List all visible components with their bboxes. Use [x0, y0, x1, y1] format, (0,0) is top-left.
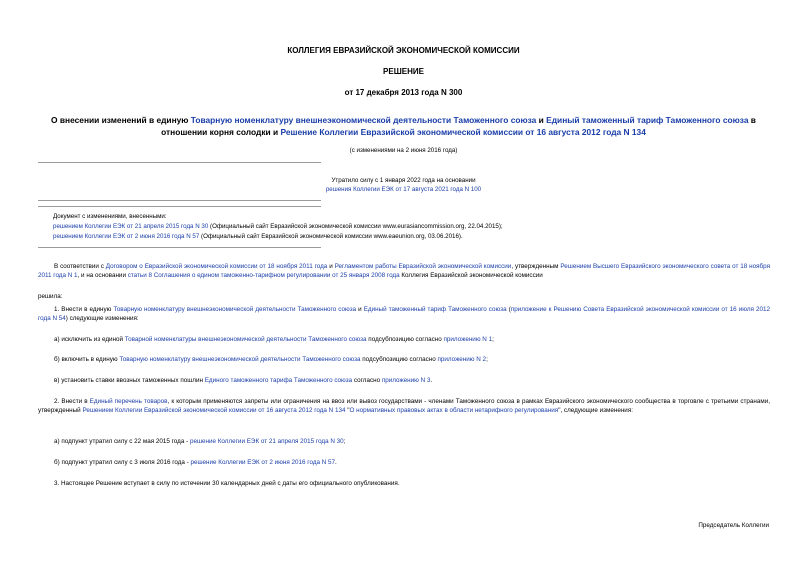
- preamble-text: В соответствии с: [54, 263, 106, 270]
- link-decision-134[interactable]: Решением Коллегии Евразийской экономической комиссии от 16 августа 2012 года N 134: [82, 407, 346, 415]
- title-link-decision-134[interactable]: Решение Коллегии Евразийской экономической комиссии от 16 августа 2012 года N 134: [280, 127, 646, 137]
- clause-text: подсубпозицию согласно: [366, 336, 444, 343]
- title-text: О внесении изменений в единую: [51, 115, 191, 125]
- link-unified-list[interactable]: Единый перечень товаров: [89, 398, 168, 405]
- link-tariff[interactable]: Единый таможенный тариф Таможенного союза: [363, 306, 507, 313]
- link-tariff[interactable]: Единого таможенного тарифа Таможенного союза: [204, 377, 353, 384]
- link-appendix-2[interactable]: приложению N 2: [437, 356, 487, 363]
- clause-text: ;: [343, 438, 346, 445]
- clause-text: ;: [486, 356, 488, 363]
- clause-text: (: [506, 306, 511, 313]
- link-tnved[interactable]: Товарной номенклатуры внешнеэкономической деятельности Таможенного союза: [124, 336, 367, 343]
- clause-text: б) включить в единую: [54, 356, 120, 363]
- expired-link[interactable]: решения Коллегии ЕЭК от 17 августа 2021 года N 100: [325, 186, 482, 193]
- divider: [38, 206, 321, 207]
- link-article-8[interactable]: статьи 8 Соглашения о едином таможенно-тарифном регулировании от 25 января 2008 года: [127, 272, 400, 280]
- clause-text: .: [430, 377, 433, 384]
- expired-notice: Утратило силу с 1 января 2022 года на основании: [331, 177, 476, 184]
- link-council-decision-54[interactable]: приложение к Решению Совета Евразийской экономической комиссии от 16 июля 2012 года N 54: [38, 306, 770, 323]
- clause-text: 2. Внести в: [54, 398, 90, 405]
- clause-text: а) подпункт утратил силу с 22 мая 2015 года -: [54, 438, 190, 445]
- preamble-text: и: [327, 263, 335, 270]
- title-link-tariff[interactable]: Единый таможенный тариф Таможенного союза: [546, 115, 749, 125]
- clause-text: 1. Внести в единую: [54, 306, 114, 313]
- clause-1c: [54, 376, 770, 385]
- signature: Председатель Коллегии: [698, 522, 769, 529]
- clause-text: ;: [492, 336, 494, 343]
- changes-note: (с изменениями на 2 июня 2016 года): [349, 147, 458, 154]
- title-text: в отношении корня солодки и: [161, 115, 756, 137]
- clause-1b: [54, 355, 770, 364]
- clause-2: [38, 397, 770, 415]
- divider: [38, 247, 321, 248]
- clause-text: ) следующие изменения:: [65, 315, 139, 323]
- clause-text: .: [335, 459, 337, 466]
- clause-text: согласно: [352, 377, 382, 384]
- clause-text: а) исключить из единой: [54, 336, 125, 343]
- amendment-text: (Официальный сайт Евразийской экономической комиссии www.eaeunion.org, 03.06.2016).: [199, 233, 463, 240]
- title-link-tnved[interactable]: Товарную номенклатуру внешнеэкономической деятельности Таможенного союза: [190, 115, 537, 125]
- amendment-link[interactable]: решением Коллегии ЕЭК от 2 июня 2016 года N 57: [53, 233, 200, 240]
- clause-text: и: [356, 306, 364, 313]
- amendment-item: [53, 222, 503, 231]
- document-type: РЕШЕНИЕ: [383, 67, 424, 76]
- clause-text: в) установить ставки ввозных таможенных пошлин: [54, 377, 205, 384]
- amendment-text: (Официальный сайт Евразийской экономической комиссии www.eurasiancommission.org, 22.04.2015);: [208, 223, 503, 230]
- divider: [38, 200, 321, 201]
- amendment-item: [53, 232, 463, 241]
- clause-text: ": [345, 407, 350, 415]
- clause-1: [38, 305, 770, 323]
- preamble-text: , и на основании: [77, 272, 128, 280]
- clause-text: ", следующие изменения:: [558, 407, 633, 415]
- link-decision-30[interactable]: решение Коллегии ЕЭК от 21 апреля 2015 года N 30: [189, 438, 344, 445]
- preamble: [38, 262, 770, 280]
- document-title: [40, 114, 767, 138]
- link-tnved[interactable]: Товарную номенклатуру внешнеэкономической деятельности Таможенного союза: [113, 306, 357, 313]
- link-nontariff-acts[interactable]: О нормативных правовых актах в области нетарифного регулирования: [349, 407, 559, 415]
- link-appendix-3[interactable]: приложению N 3: [381, 377, 431, 384]
- link-tnved[interactable]: Товарную номенклатуру внешнеэкономической деятельности Таможенного союза: [119, 356, 361, 363]
- clause-3: 3. Настоящее Решение вступает в силу по истечении 30 календарных дней с даты его официального опубликования.: [54, 480, 400, 487]
- amendments-heading: Документ с изменениями, внесенными:: [53, 213, 167, 220]
- link-decision-57[interactable]: решение Коллегии ЕЭК от 2 июня 2016 года N 57: [190, 459, 336, 466]
- clause-2a: [54, 437, 770, 446]
- issuing-body: КОЛЛЕГИЯ ЕВРАЗИЙСКОЙ ЭКОНОМИЧЕСКОЙ КОМИССИИ: [287, 46, 520, 55]
- title-text: и: [536, 115, 547, 125]
- expired-link-line: [0, 185, 807, 194]
- preamble-text: Коллегия Евразийской экономической комиссии: [399, 272, 543, 280]
- clause-text: б) подпункт утратил силу с 3 июля 2016 года -: [54, 459, 191, 466]
- amendment-link[interactable]: решением Коллегии ЕЭК от 21 апреля 2015 года N 30: [53, 223, 209, 230]
- resolved-label: решила:: [38, 293, 63, 300]
- link-treaty-eec[interactable]: Договором о Евразийской экономической комиссии от 18 ноября 2011 года: [105, 263, 328, 270]
- document-date: от 17 декабря 2013 года N 300: [344, 88, 463, 97]
- link-regulations[interactable]: Регламентом работы Евразийской экономической комиссии: [334, 263, 512, 270]
- preamble-text: , утвержденным: [511, 263, 561, 270]
- link-decision-1[interactable]: Решением Высшего Евразийского экономического совета от 18 ноября 2011 года N 1: [38, 263, 771, 280]
- clause-1a: [54, 335, 770, 344]
- clause-text: подсубпозицию согласно: [360, 356, 438, 363]
- clause-2b: [54, 458, 770, 467]
- divider: [38, 162, 321, 163]
- link-appendix-1[interactable]: приложению N 1: [443, 336, 493, 343]
- clause-text: , к которым применяются запреты или ограничения на ввоз или вывоз государствами - членами Таможенного союза в рамках Евразийского экономического сообщества в торговле с третьими странами, утвержденный: [38, 398, 770, 415]
